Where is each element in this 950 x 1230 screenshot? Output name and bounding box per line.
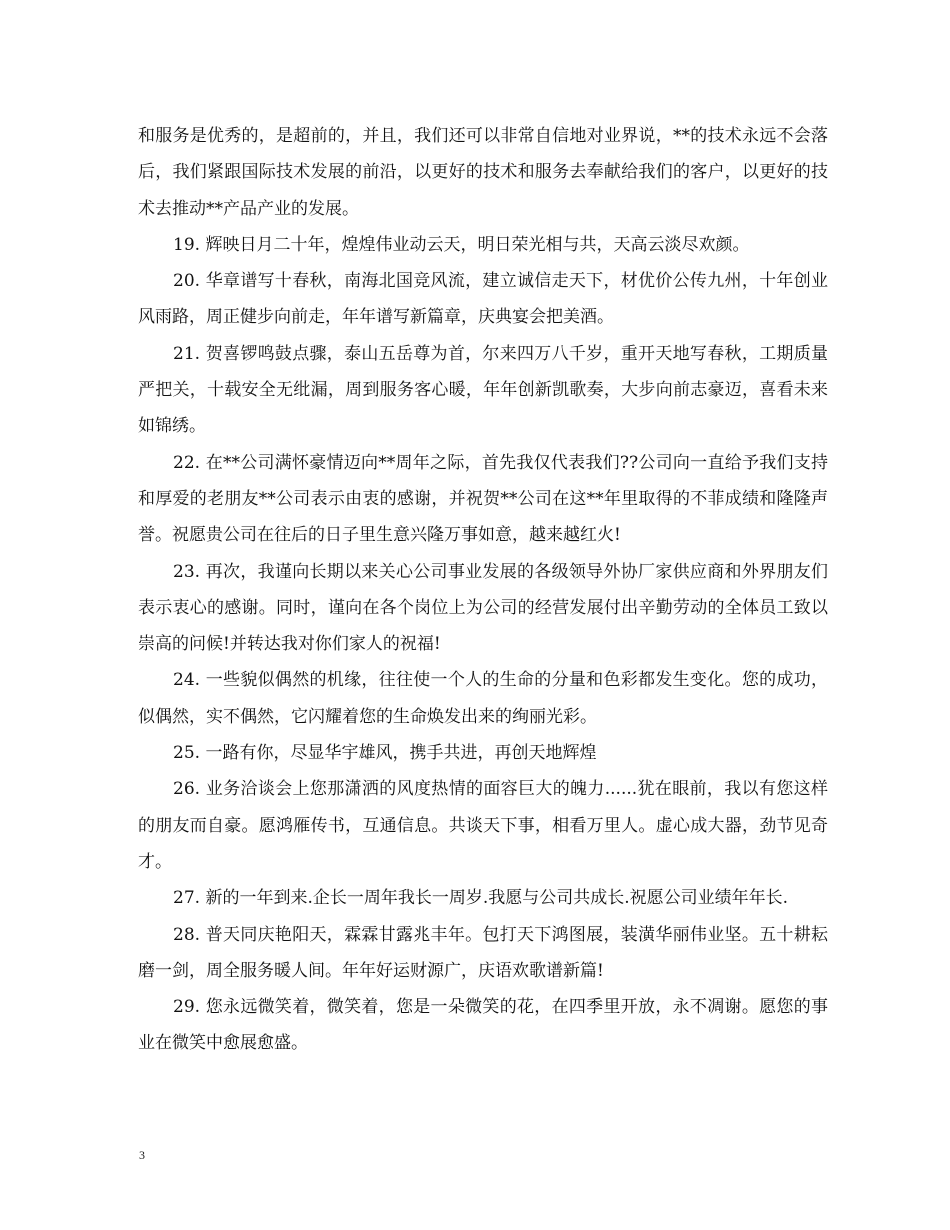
paragraph-item-27: 27. 新的一年到来.企长一周年我长一周岁.我愿与公司共成长.祝愿公司业绩年年长. [173, 888, 789, 909]
paragraph-item-29: 29. 您永远微笑着，微笑着，您是一朵微笑的花，在四季里开放，永不凋谢。愿您的事业在微笑中愈展愈盛。 [138, 997, 828, 1054]
paragraph-continuation: 和服务是优秀的，是超前的，并且，我们还可以非常自信地对业界说，**的技术永远不会落后，我们紧跟国际技术发展的前沿，以更好的技术和服务去奉献给我们的客户，以更好的技术去推动**产品产业的发展。 [138, 126, 828, 219]
document-body [138, 118, 828, 1062]
paragraph-item-25: 25. 一路有你，尽显华宇雄风，携手共进，再创天地辉煌 [173, 743, 597, 764]
paragraph-item-22: 22. 在**公司满怀豪情迈向**周年之际，首先我仅代表我们??公司向一直给予我们支持和厚爱的老朋友**公司表示由衷的感谢，并祝贺**公司在这**年里取得的不菲成绩和隆隆声誉。祝愿贵公司在往后的日子里生意兴隆万事如意，越来越红火! [138, 452, 828, 546]
paragraph-item-26: 26. 业务洽谈会上您那潇洒的风度热情的面容巨大的魄力......犹在眼前，我以有您这样的朋友而自豪。愿鸿雁传书，互通信息。共谈天下事，相看万里人。虚心成大器，劲节见奇才。 [138, 779, 828, 872]
paragraph-item-21: 21. 贺喜锣鸣鼓点骤，泰山五岳尊为首，尔来四万八千岁，重开天地写春秋，工期质量严把关，十载安全无纰漏，周到服务客心暖，年年创新凯歌奏，大步向前志豪迈，喜看未来如锦绣。 [138, 343, 828, 437]
paragraph-item-28: 28. 普天同庆艳阳天，霖霖甘露兆丰年。包打天下鸿图展，装潢华丽伟业坚。五十耕耘磨一剑，周全服务暖人间。年年好运财源广，庆语欢歌谱新篇! [138, 924, 828, 981]
paragraph-item-19: 19. 辉映日月二十年，煌煌伟业动云天，明日荣光相与共，天高云淡尽欢颜。 [173, 234, 750, 255]
paragraph-item-24: 24. 一些貌似偶然的机缘，往往使一个人的生命的分量和色彩都发生变化。您的成功，似偶然，实不偶然，它闪耀着您的生命焕发出来的绚丽光彩。 [138, 670, 828, 727]
page-number: 3 [139, 1148, 145, 1162]
paragraph-item-23: 23. 再次，我谨向长期以来关心公司事业发展的各级领导外协厂家供应商和外界朋友们表示衷心的感谢。同时，谨向在各个岗位上为公司的经营发展付出辛勤劳动的全体员工致以崇高的问候!并转达我对你们家人的祝福! [138, 561, 828, 655]
paragraph-item-20: 20. 华章谱写十春秋，南海北国竞风流，建立诚信走天下，材优价公传九州，十年创业风雨路，周正健步向前走，年年谱写新篇章，庆典宴会把美酒。 [138, 271, 828, 328]
